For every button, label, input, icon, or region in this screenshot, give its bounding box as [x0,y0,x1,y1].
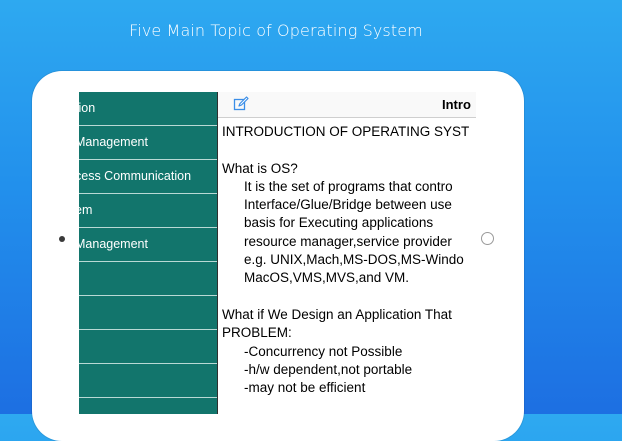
doc-line: -Concurrency not Possible [244,343,403,359]
doc-line: MacOS,VMS,MVS,and VM. [244,270,410,286]
sidebar-item-management[interactable] [75,126,217,160]
doc-subheading: PROBLEM: [222,325,292,341]
detail-navbar [218,92,476,118]
doc-line: e.g. UNIX,Mach,MS-DOS,MS-Windo [244,252,464,268]
app-screen [75,92,476,414]
sidebar-item-label: em [75,203,93,217]
doc-line: -h/w dependent,not portable [244,361,413,377]
sidebar-item-system[interactable] [75,194,217,228]
doc-question: What if We Design an Application That [222,306,452,322]
sidebar-item-introduction[interactable] [75,92,217,126]
doc-question: What is OS? [222,160,298,176]
topic-sidebar [75,92,217,414]
sidebar-item-label: tion [75,101,96,115]
detail-pane [218,92,476,414]
doc-line: -may not be efficient [244,380,366,396]
page-title: Intro [442,97,471,112]
compose-icon[interactable] [233,96,249,112]
doc-line: resource manager,service provider [244,233,452,249]
sidebar-item-management-2[interactable] [75,228,217,262]
doc-line: basis for Executing applications [244,215,434,231]
document-text [222,123,622,397]
sidebar-item-label: Management [75,237,148,251]
sidebar-item-empty[interactable] [79,364,217,398]
doc-blank-line [222,288,622,306]
sidebar-item-process-communication[interactable] [75,160,217,194]
doc-heading: INTRODUCTION OF OPERATING SYST [222,124,470,139]
doc-blank-line [222,141,622,159]
sidebar-item-label: Management [75,135,148,149]
sidebar-item-empty[interactable] [79,330,217,364]
camera-lens [59,236,65,242]
sidebar-item-label: cess Communication [75,169,192,183]
sidebar-item-empty[interactable] [79,262,217,296]
doc-line: It is the set of programs that contro [244,178,453,194]
doc-line: Interface/Glue/Bridge between use [244,197,452,213]
sidebar-item-empty[interactable] [79,296,217,330]
promo-caption: Five Main Topic of Operating System [129,21,423,40]
